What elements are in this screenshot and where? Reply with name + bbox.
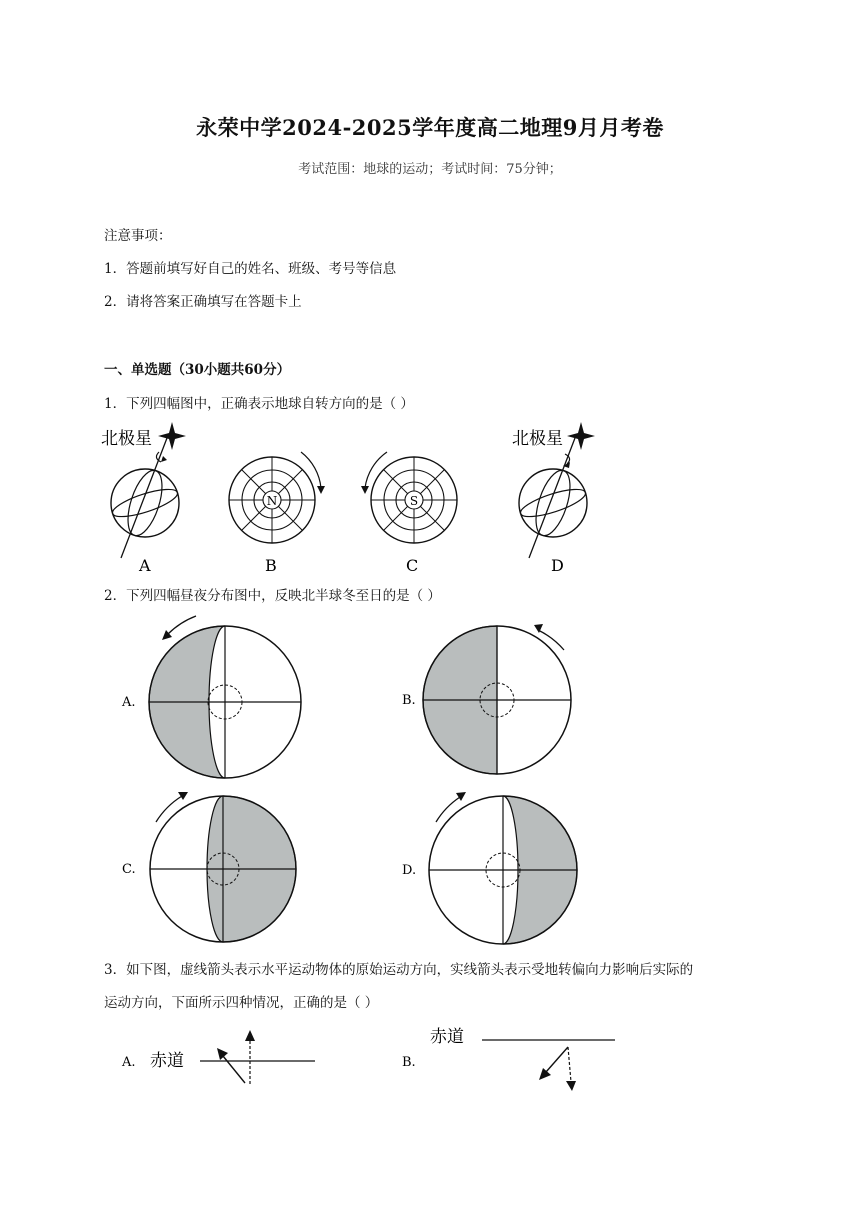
option-b-label: B. (402, 693, 416, 708)
figure-1d-globe (512, 422, 595, 575)
notice-item-1: 1．答题前填写好自己的姓名、班级、考号等信息 (104, 261, 397, 277)
option-b-label: B. (402, 1055, 416, 1070)
figure-2a-daynight (121, 616, 301, 778)
figure-1b-polar-view (229, 452, 325, 575)
figure-1c-polar-view (361, 452, 457, 575)
question-3-stem-line-2: 运动方向，下面所示四种情况，正确的是（ ） (104, 995, 379, 1011)
question-1-stem: 1．下列四幅图中，正确表示地球自转方向的是（ ） (104, 396, 414, 412)
figure-2c-daynight (122, 792, 296, 942)
section-heading: 一、单选题（30小题共60分） (104, 362, 291, 378)
option-a-label: A. (122, 695, 136, 710)
polaris-label-d: 北极星 (512, 429, 563, 449)
question-3-figure (110, 1020, 640, 1100)
question-1-figure (95, 418, 615, 578)
notice-heading: 注意事项： (104, 228, 172, 244)
north-pole-label: N (266, 494, 278, 508)
figure-3b-deflection (402, 1027, 615, 1091)
option-b-label: B (265, 556, 277, 575)
figure-2d-daynight (402, 792, 577, 944)
option-c-label: C. (122, 862, 136, 877)
south-pole-label: S (409, 494, 419, 508)
polaris-star-icon (567, 422, 595, 450)
polaris-star-icon (158, 422, 186, 450)
question-3-stem-line-1: 3．如下图，虚线箭头表示水平运动物体的原始运动方向，实线箭头表示受地转偏向力影响后实际的 (104, 962, 694, 978)
option-a-label: A. (122, 1055, 136, 1070)
figure-3a-deflection (121, 1030, 315, 1084)
figure-1a-globe (101, 422, 186, 575)
figure-2b-daynight (402, 624, 571, 774)
question-2-figure (110, 610, 610, 955)
page-title: 永荣中学2024-2025学年度高二地理9月月考卷 (196, 115, 664, 140)
option-c-label: C (406, 556, 419, 575)
notice-item-2: 2．请将答案正确填写在答题卡上 (104, 294, 302, 310)
equator-label: 赤道 (150, 1051, 184, 1071)
option-d-label: D. (402, 863, 417, 878)
equator-label-b: 赤道 (430, 1027, 464, 1047)
exam-info: 考试范围：地球的运动；考试时间：75分钟； (298, 162, 562, 177)
polaris-label: 北极星 (101, 429, 152, 449)
question-2-stem: 2．下列四幅昼夜分布图中，反映北半球冬至日的是（ ） (104, 588, 441, 604)
option-a-label: A (139, 556, 151, 575)
option-d-label: D (551, 556, 564, 575)
